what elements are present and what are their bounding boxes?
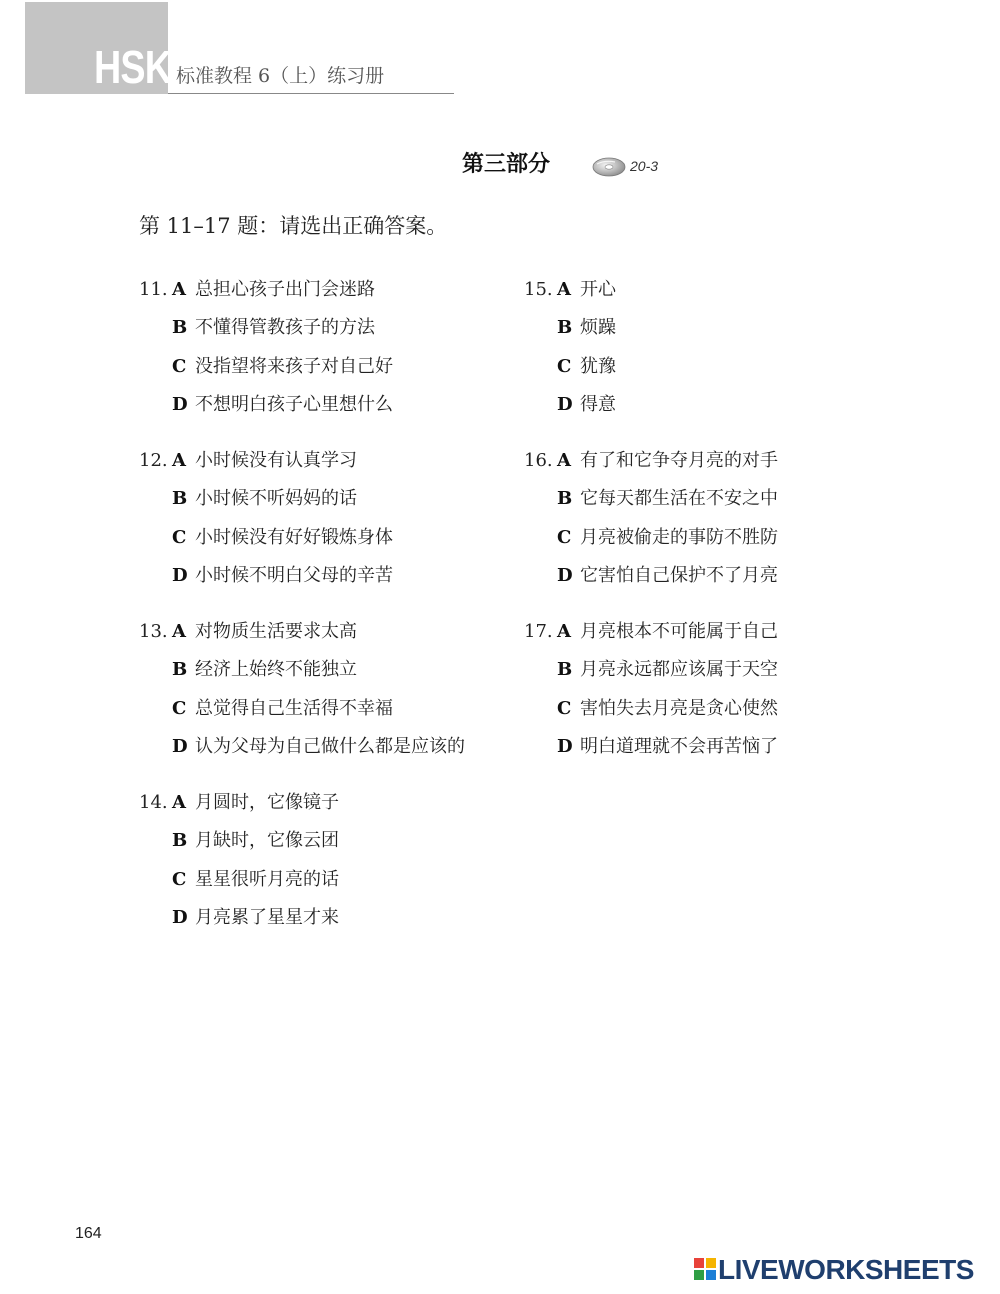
option-text: 小时候没有认真学习 (195, 450, 357, 471)
option-letter: A (557, 279, 571, 300)
option-d[interactable] (139, 390, 539, 428)
option-text: 小时候没有好好锻炼身体 (195, 526, 393, 548)
question-13 (139, 617, 539, 770)
option-letter: D (557, 564, 573, 586)
question-number: 16. (524, 450, 553, 471)
liveworksheets-icon (694, 1258, 716, 1280)
option-d[interactable] (524, 561, 924, 599)
option-letter: C (557, 526, 572, 548)
option-c[interactable] (524, 694, 924, 732)
option-d[interactable] (139, 903, 539, 941)
option-letter: C (557, 697, 572, 719)
cd-icon[interactable] (591, 152, 627, 178)
option-b[interactable] (524, 484, 924, 522)
question-number: 12. (139, 450, 168, 471)
option-d[interactable] (524, 390, 924, 428)
option-d[interactable] (524, 732, 924, 770)
option-b[interactable] (139, 655, 539, 693)
option-letter: B (557, 659, 573, 681)
option-a[interactable] (524, 617, 924, 655)
option-text: 星星很听月亮的话 (195, 868, 339, 890)
question-number: 17. (524, 621, 553, 642)
option-letter: C (172, 697, 187, 719)
option-letter: D (557, 393, 573, 415)
question-number: 11. (139, 279, 168, 300)
option-letter: B (557, 488, 573, 510)
question-11 (139, 275, 539, 428)
option-letter: A (172, 621, 186, 642)
option-letter: D (557, 735, 573, 757)
option-text: 小时候不听妈妈的话 (195, 488, 357, 510)
logo-square (706, 1258, 716, 1268)
option-b[interactable] (524, 655, 924, 693)
option-text: 明白道理就不会再苦恼了 (580, 735, 778, 757)
option-text: 认为父母为自己做什么都是应该的 (195, 735, 465, 757)
option-text: 烦躁 (580, 317, 616, 339)
option-letter: B (172, 830, 188, 852)
option-c[interactable] (139, 352, 539, 390)
option-text: 总担心孩子出门会迷路 (195, 279, 375, 300)
option-text: 月亮被偷走的事防不胜防 (580, 526, 778, 548)
option-letter: D (172, 393, 188, 415)
option-b[interactable] (524, 313, 924, 351)
section-title: 第三部分 (462, 151, 551, 177)
option-letter: C (557, 355, 572, 377)
option-letter: B (557, 317, 573, 339)
logo-square (706, 1270, 716, 1280)
option-b[interactable] (139, 826, 539, 864)
question-14 (139, 788, 539, 941)
option-letter: A (557, 450, 571, 471)
option-b[interactable] (139, 313, 539, 351)
option-text: 有了和它争夺月亮的对手 (580, 450, 778, 471)
question-16 (524, 446, 924, 599)
option-c[interactable] (139, 865, 539, 903)
book-title: 标准教程 6（上）练习册 (176, 65, 385, 87)
option-text: 月圆时，它像镜子 (195, 792, 339, 813)
option-a[interactable] (139, 788, 539, 826)
option-text: 对物质生活要求太高 (195, 621, 357, 642)
option-letter: C (172, 526, 187, 548)
audio-track-number: 20-3 (630, 158, 659, 174)
option-c[interactable] (139, 523, 539, 561)
option-letter: B (172, 659, 188, 681)
liveworksheets-wordmark: LIVEWORKSHEETS (718, 1254, 974, 1285)
option-d[interactable] (139, 732, 539, 770)
question-17 (524, 617, 924, 770)
option-text: 它害怕自己保护不了月亮 (580, 564, 778, 586)
option-text: 害怕失去月亮是贪心使然 (580, 697, 778, 719)
option-c[interactable] (139, 694, 539, 732)
option-letter: C (172, 355, 187, 377)
option-text: 不懂得管教孩子的方法 (195, 317, 375, 339)
option-letter: D (172, 564, 188, 586)
option-text: 不想明白孩子心里想什么 (195, 393, 393, 415)
option-b[interactable] (139, 484, 539, 522)
option-letter: A (172, 279, 186, 300)
option-letter: D (172, 906, 188, 928)
option-text: 月缺时，它像云团 (195, 830, 339, 852)
option-letter: D (172, 735, 188, 757)
option-text: 经济上始终不能独立 (195, 659, 357, 681)
option-text: 月亮永远都应该属于天空 (580, 659, 778, 681)
option-text: 月亮根本不可能属于自己 (580, 621, 778, 642)
option-c[interactable] (524, 352, 924, 390)
option-letter: B (172, 488, 188, 510)
option-text: 总觉得自己生活得不幸福 (195, 697, 393, 719)
logo-square (694, 1270, 704, 1280)
instruction: 第 11–17 题：请选出正确答案。 (139, 214, 448, 238)
option-letter: B (172, 317, 188, 339)
option-text: 犹豫 (580, 355, 616, 377)
header-rule (168, 93, 454, 94)
option-a[interactable] (139, 275, 539, 313)
question-number: 15. (524, 279, 553, 300)
option-text: 没指望将来孩子对自己好 (195, 355, 393, 377)
option-a[interactable] (139, 446, 539, 484)
liveworksheets-logo[interactable] (694, 1253, 990, 1287)
question-number: 14. (139, 792, 168, 813)
option-letter: C (172, 868, 187, 890)
question-number: 13. (139, 621, 168, 642)
option-text: 月亮累了星星才来 (195, 906, 339, 928)
hsk-logo: HSK (94, 41, 172, 93)
question-12 (139, 446, 539, 599)
question-15 (524, 275, 924, 428)
page-number: 164 (75, 1225, 102, 1242)
option-c[interactable] (524, 523, 924, 561)
option-text: 小时候不明白父母的辛苦 (195, 564, 393, 586)
option-a[interactable] (524, 275, 924, 313)
option-letter: A (172, 450, 186, 471)
option-d[interactable] (139, 561, 539, 599)
option-letter: A (172, 792, 186, 813)
option-text: 开心 (580, 279, 616, 300)
option-a[interactable] (139, 617, 539, 655)
logo-square (694, 1258, 704, 1268)
option-a[interactable] (524, 446, 924, 484)
option-text: 得意 (580, 393, 616, 415)
option-text: 它每天都生活在不安之中 (580, 488, 778, 510)
option-letter: A (557, 621, 571, 642)
